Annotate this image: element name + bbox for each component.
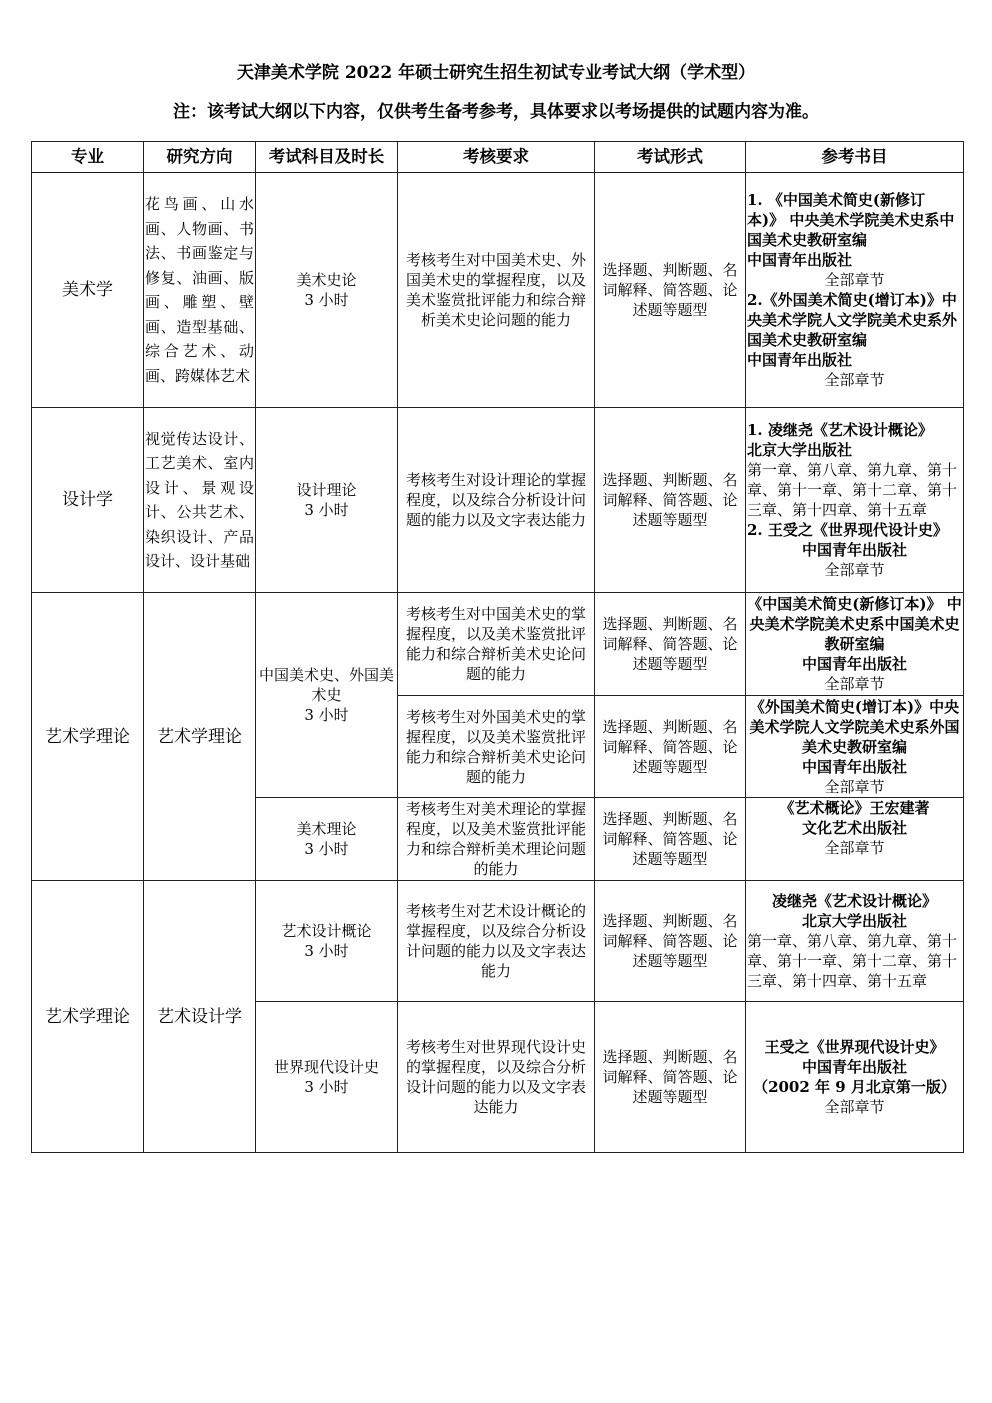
reference-title: 《中国美术简史(新修订本)》 中央美术学院美术史系中国美术史教研室编 — [747, 595, 962, 653]
syllabus-table — [31, 141, 964, 1153]
requirement-cell: 考核考生对艺术设计概论的掌握程度，以及综合分析设计问题的能力以及文字表达能力 — [398, 881, 595, 1002]
direction-cell: 艺术设计学 — [144, 881, 256, 1153]
table-row — [32, 408, 964, 593]
reference-publisher: 北京大学出版社 — [747, 441, 853, 459]
requirement-cell: 考核考生对美术理论的掌握程度，以及美术鉴赏批评能力和综合辩析美术理论问题的能力 — [398, 798, 595, 881]
reference-publisher: 中国青年出版社 — [801, 541, 907, 559]
header-major: 专业 — [32, 142, 144, 173]
requirement-cell: 考核考生对外国美术史的掌握程度，以及美术鉴赏批评能力和综合辩析美术史论问题的能力 — [398, 696, 595, 798]
reference-scope: 全部章节 — [824, 271, 885, 289]
reference-cell — [746, 173, 964, 408]
reference-scope: 全部章节 — [824, 839, 885, 857]
format-cell: 选择题、判断题、名词解释、简答题、论述题等题型 — [595, 408, 746, 593]
reference-cell — [746, 408, 964, 593]
reference-title: 2.《外国美术简史(增订本)》中央美术学院人文学院美术史系外国美术史教研室编 — [747, 291, 958, 349]
major-cell: 艺术学理论 — [32, 593, 144, 881]
document-title: 天津美术学院 2022 年硕士研究生招生初试专业考试大纲（学术型） — [236, 63, 756, 83]
subject-name: 中国美术史、外国美术史 — [258, 666, 394, 704]
format-cell: 选择题、判断题、名词解释、简答题、论述题等题型 — [595, 173, 746, 408]
reference-scope: 全部章节 — [824, 371, 885, 389]
subject-name: 美术史论 — [296, 271, 357, 289]
header-format: 考试形式 — [595, 142, 746, 173]
table-row — [32, 881, 964, 1002]
format-cell: 选择题、判断题、名词解释、简答题、论述题等题型 — [595, 798, 746, 881]
reference-title: 1. 《中国美术简史(新修订本)》 中央美术学院美术史系中国美术史教研室编 — [747, 191, 955, 249]
subject-cell — [256, 881, 398, 1002]
reference-title: 凌继尧《艺术设计概论》 — [771, 892, 937, 910]
format-cell: 选择题、判断题、名词解释、简答题、论述题等题型 — [595, 1002, 746, 1153]
reference-publisher: 中国青年出版社 — [747, 351, 853, 369]
direction-cell: 花鸟画、山水画、人物画、书法、书画鉴定与修复、油画、版画、雕塑、壁画、造型基础、综合艺术、动画、跨媒体艺术 — [144, 173, 256, 408]
subject-cell — [256, 408, 398, 593]
subject-cell — [256, 593, 398, 798]
reference-publisher: 中国青年出版社 — [747, 251, 853, 269]
format-cell: 选择题、判断题、名词解释、简答题、论述题等题型 — [595, 593, 746, 696]
reference-cell — [746, 696, 964, 798]
reference-cell — [746, 1002, 964, 1153]
requirement-cell: 考核考生对中国美术史、外国美术史的掌握程度，以及美术鉴赏批评能力和综合辩析美术史论问题的能力 — [398, 173, 595, 408]
subject-cell — [256, 798, 398, 881]
major-cell: 美术学 — [32, 173, 144, 408]
reference-scope: 全部章节 — [824, 1098, 885, 1116]
reference-cell — [746, 881, 964, 1002]
header-subject-duration: 考试科目及时长 — [256, 142, 398, 173]
subject-cell — [256, 173, 398, 408]
table-row — [32, 173, 964, 408]
reference-publisher: 文化艺术出版社 — [801, 819, 907, 837]
reference-scope: 全部章节 — [824, 561, 885, 579]
document-note: 注：该考试大纲以下内容，仅供考生备考参考，具体要求以考场提供的试题内容为准。 — [173, 102, 819, 122]
header-direction: 研究方向 — [144, 142, 256, 173]
reference-publisher: 中国青年出版社 — [801, 757, 907, 776]
reference-cell — [746, 593, 964, 696]
requirement-cell: 考核考生对设计理论的掌握程度，以及综合分析设计问题的能力以及文字表达能力 — [398, 408, 595, 593]
subject-cell — [256, 1002, 398, 1153]
header-requirements: 考核要求 — [398, 142, 595, 173]
reference-scope: 全部章节 — [824, 777, 885, 796]
subject-duration: 3 小时 — [304, 706, 349, 724]
major-cell: 艺术学理论 — [32, 881, 144, 1153]
subject-duration: 3 小时 — [304, 942, 349, 960]
subject-name: 世界现代设计史 — [273, 1058, 379, 1076]
reference-scope: 全部章节 — [824, 675, 885, 693]
requirement-cell: 考核考生对中国美术史的掌握程度，以及美术鉴赏批评能力和综合辩析美术史论问题的能力 — [398, 593, 595, 696]
reference-scope: 第一章、第八章、第九章、第十章、第十一章、第十二章、第十三章、第十四章、第十五章 — [747, 932, 958, 990]
requirement-cell: 考核考生对世界现代设计史的掌握程度，以及综合分析设计问题的能力以及文字表达能力 — [398, 1002, 595, 1153]
subject-name: 美术理论 — [296, 820, 357, 838]
reference-title: 王受之《世界现代设计史》 — [764, 1038, 945, 1056]
reference-title: 《外国美术简史(增订本)》中央美术学院人文学院美术史系外国美术史教研室编 — [749, 697, 960, 756]
reference-publisher: 中国青年出版社 — [801, 1058, 907, 1076]
reference-title: 1. 凌继尧《艺术设计概论》 — [747, 421, 933, 439]
reference-edition: （2002 年 9 月北京第一版） — [753, 1078, 956, 1096]
major-cell: 设计学 — [32, 408, 144, 593]
subject-duration: 3 小时 — [304, 501, 349, 519]
format-cell: 选择题、判断题、名词解释、简答题、论述题等题型 — [595, 881, 746, 1002]
subject-duration: 3 小时 — [304, 840, 349, 858]
direction-cell: 艺术学理论 — [144, 593, 256, 881]
reference-scope: 第一章、第八章、第九章、第十章、第十一章、第十二章、第十三章、第十四章、第十五章 — [747, 461, 958, 519]
direction-cell: 视觉传达设计、工艺美术、室内设计、景观设计、公共艺术、染织设计、产品设计、设计基础 — [144, 408, 256, 593]
format-cell: 选择题、判断题、名词解释、简答题、论述题等题型 — [595, 696, 746, 798]
subject-name: 设计理论 — [296, 481, 357, 499]
table-row — [32, 593, 964, 696]
reference-publisher: 北京大学出版社 — [801, 912, 907, 930]
subject-duration: 3 小时 — [304, 291, 349, 309]
subject-name: 艺术设计概论 — [281, 922, 372, 940]
reference-title: 《艺术概论》王宏建著 — [779, 799, 930, 817]
table-header-row — [32, 142, 964, 173]
reference-title: 2. 王受之《世界现代设计史》 — [747, 521, 948, 539]
header-references: 参考书目 — [746, 142, 964, 173]
reference-publisher: 中国青年出版社 — [801, 655, 907, 673]
subject-duration: 3 小时 — [304, 1078, 349, 1096]
reference-cell — [746, 798, 964, 881]
